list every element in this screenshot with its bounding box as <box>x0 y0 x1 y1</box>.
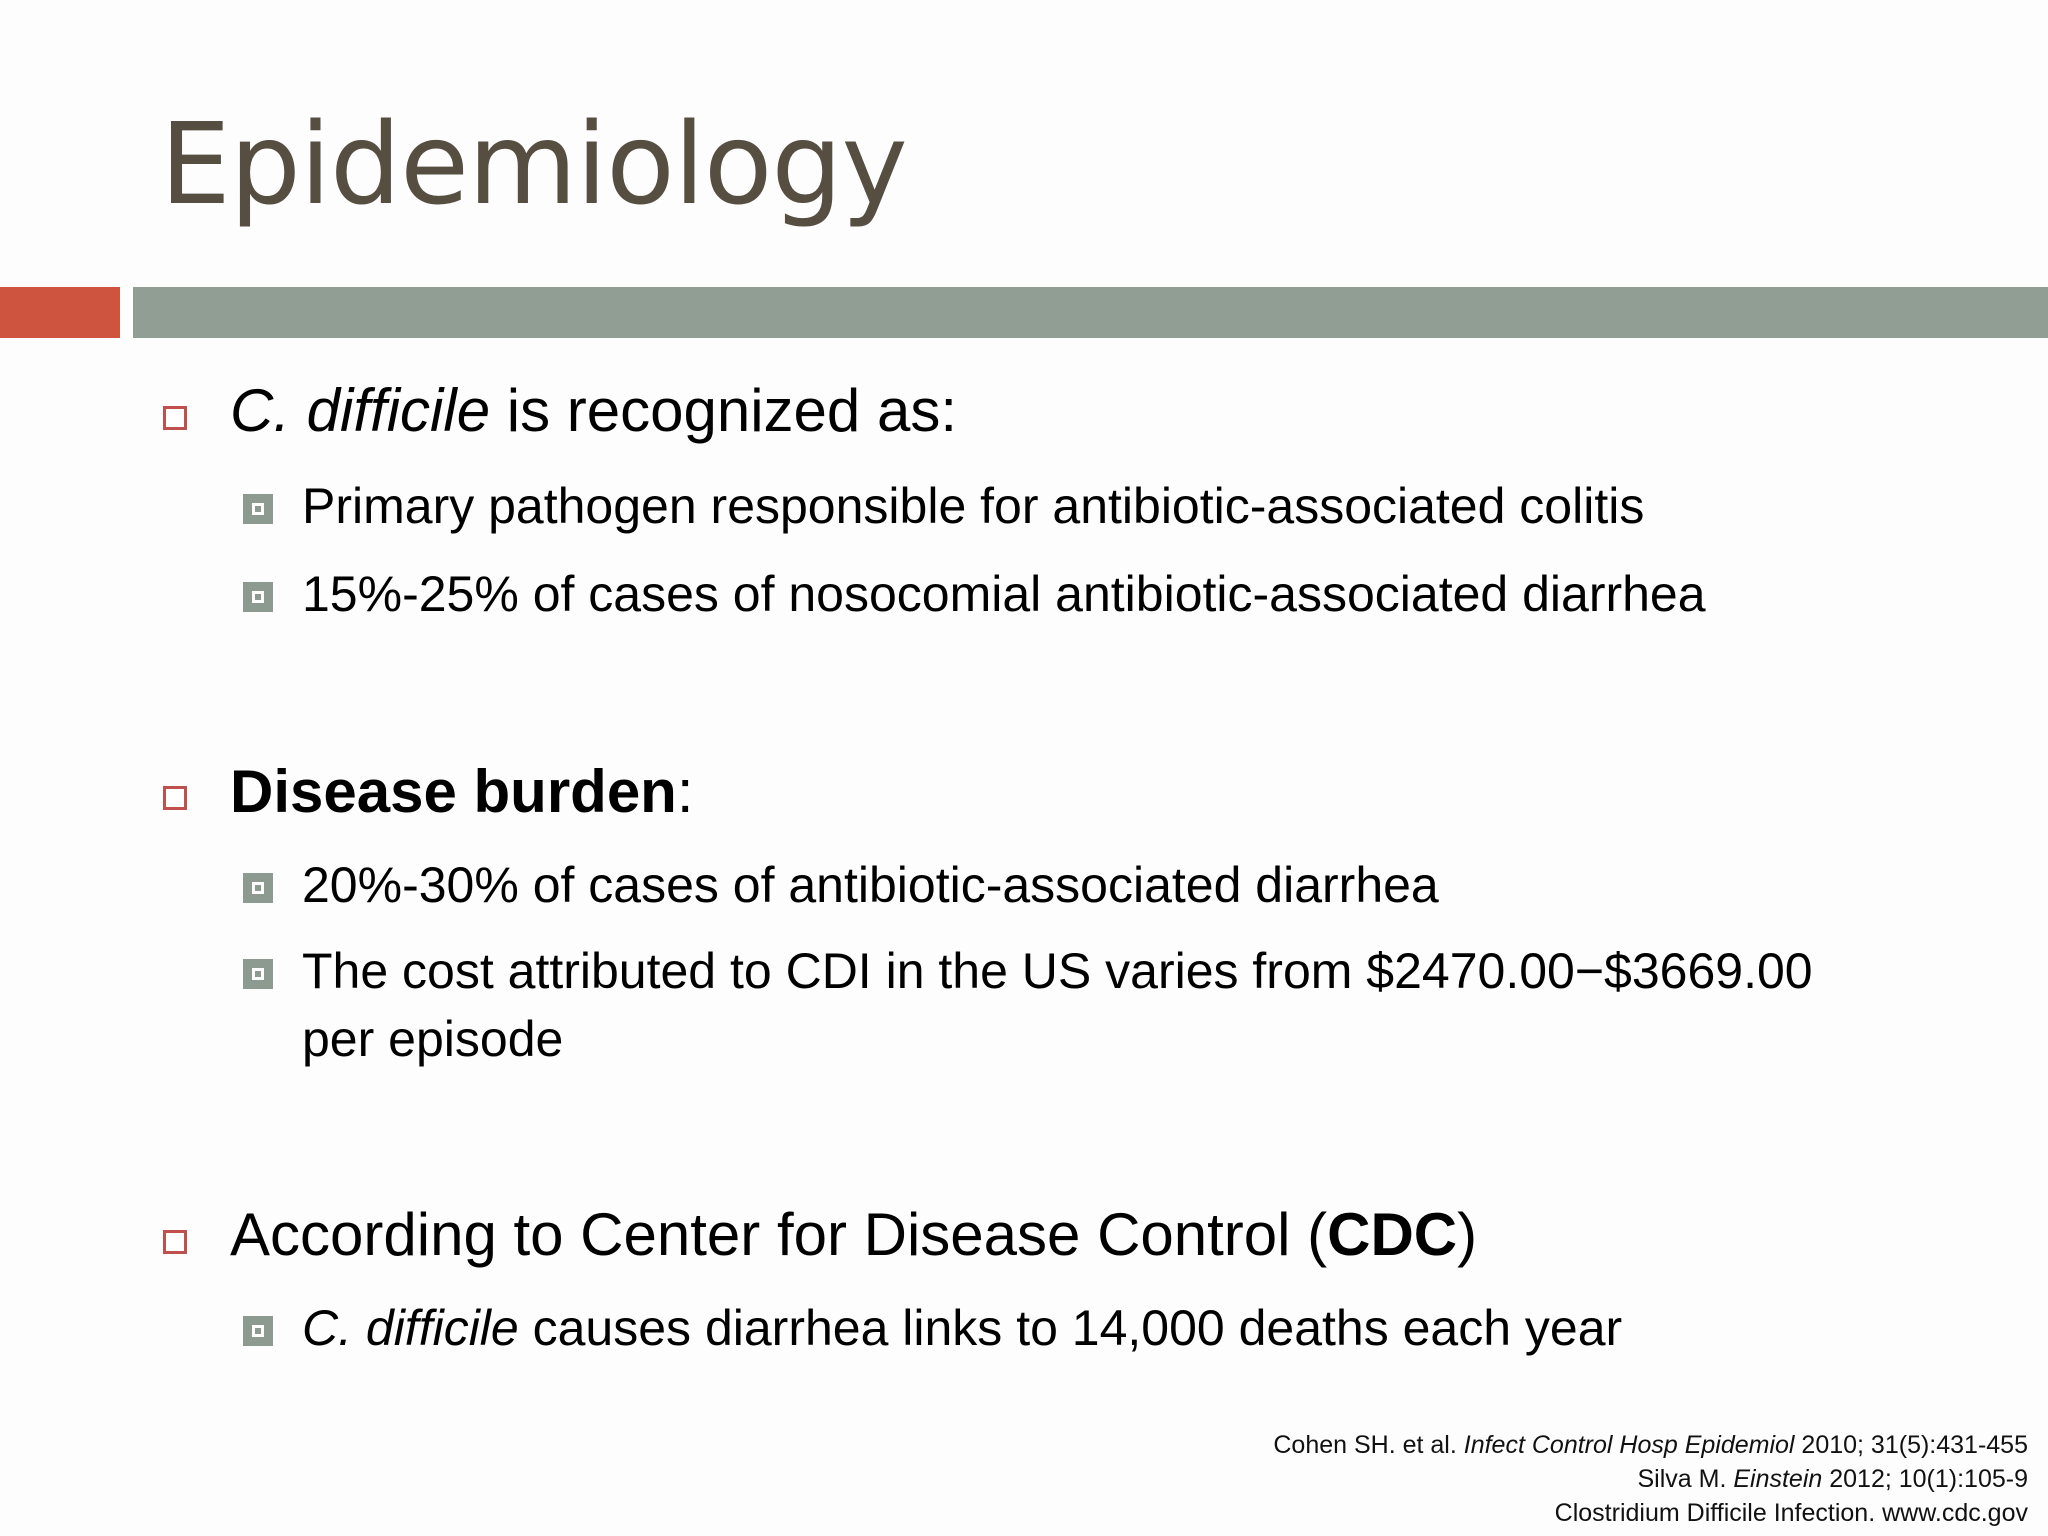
reference-author: Silva M. <box>1637 1465 1734 1493</box>
section-3-heading <box>230 1199 1477 1271</box>
references <box>1273 1428 2028 1530</box>
section-2-heading-bold: Disease burden <box>230 758 677 825</box>
section-1-heading <box>230 375 957 447</box>
square-bullet-icon <box>243 582 273 612</box>
section-3-item-text: causes diarrhea links to 14,000 deaths each year <box>518 1300 1623 1356</box>
reference-journal: Einstein <box>1733 1465 1823 1493</box>
section-3-heading-text: According to Center for Disease Control ( <box>230 1201 1328 1268</box>
square-bullet-icon <box>163 786 187 810</box>
reference-citation: 2012; 10(1):105-9 <box>1822 1465 2028 1493</box>
section-2-item: 20%-30% of cases of antibiotic-associated diarrhea <box>302 857 1439 913</box>
square-bullet-icon <box>163 406 187 430</box>
section-3-heading-close: ) <box>1457 1201 1478 1268</box>
section-3-item <box>302 1294 1622 1362</box>
reference-line <box>1273 1462 2028 1496</box>
square-bullet-icon <box>163 1230 187 1254</box>
accent-bar-gray <box>133 287 2048 338</box>
reference-line <box>1273 1428 2028 1462</box>
section-3-item-italic: C. difficile <box>302 1300 519 1356</box>
square-bullet-icon <box>243 959 273 989</box>
section-1-item: Primary pathogen responsible for antibiotic-associated colitis <box>302 478 1645 534</box>
section-2-heading <box>230 756 694 828</box>
section-2-item-continued: per episode <box>302 1011 564 1067</box>
reference-author: Cohen SH. et al. <box>1273 1431 1464 1459</box>
reference-citation: 2010; 31(5):431-455 <box>1794 1431 2028 1459</box>
section-3-heading-bold: CDC <box>1327 1201 1458 1268</box>
square-bullet-icon <box>243 494 273 524</box>
square-bullet-icon <box>243 873 273 903</box>
reference-line: Clostridium Difficile Infection. www.cdc.gov <box>1554 1499 2028 1527</box>
section-1-heading-text: is recognized as: <box>490 377 957 444</box>
slide-title: Epidemiology <box>160 100 907 230</box>
section-2-heading-text: : <box>676 758 694 825</box>
section-2-item: The cost attributed to CDI in the US varies from $2470.00−$3669.00 <box>302 943 1813 999</box>
section-1-heading-italic: C. difficile <box>230 377 491 444</box>
accent-bar-red <box>0 287 120 338</box>
reference-journal: Infect Control Hosp Epidemiol <box>1463 1431 1795 1459</box>
section-1-item: 15%-25% of cases of nosocomial antibiotic-associated diarrhea <box>302 566 1706 622</box>
square-bullet-icon <box>243 1316 273 1346</box>
